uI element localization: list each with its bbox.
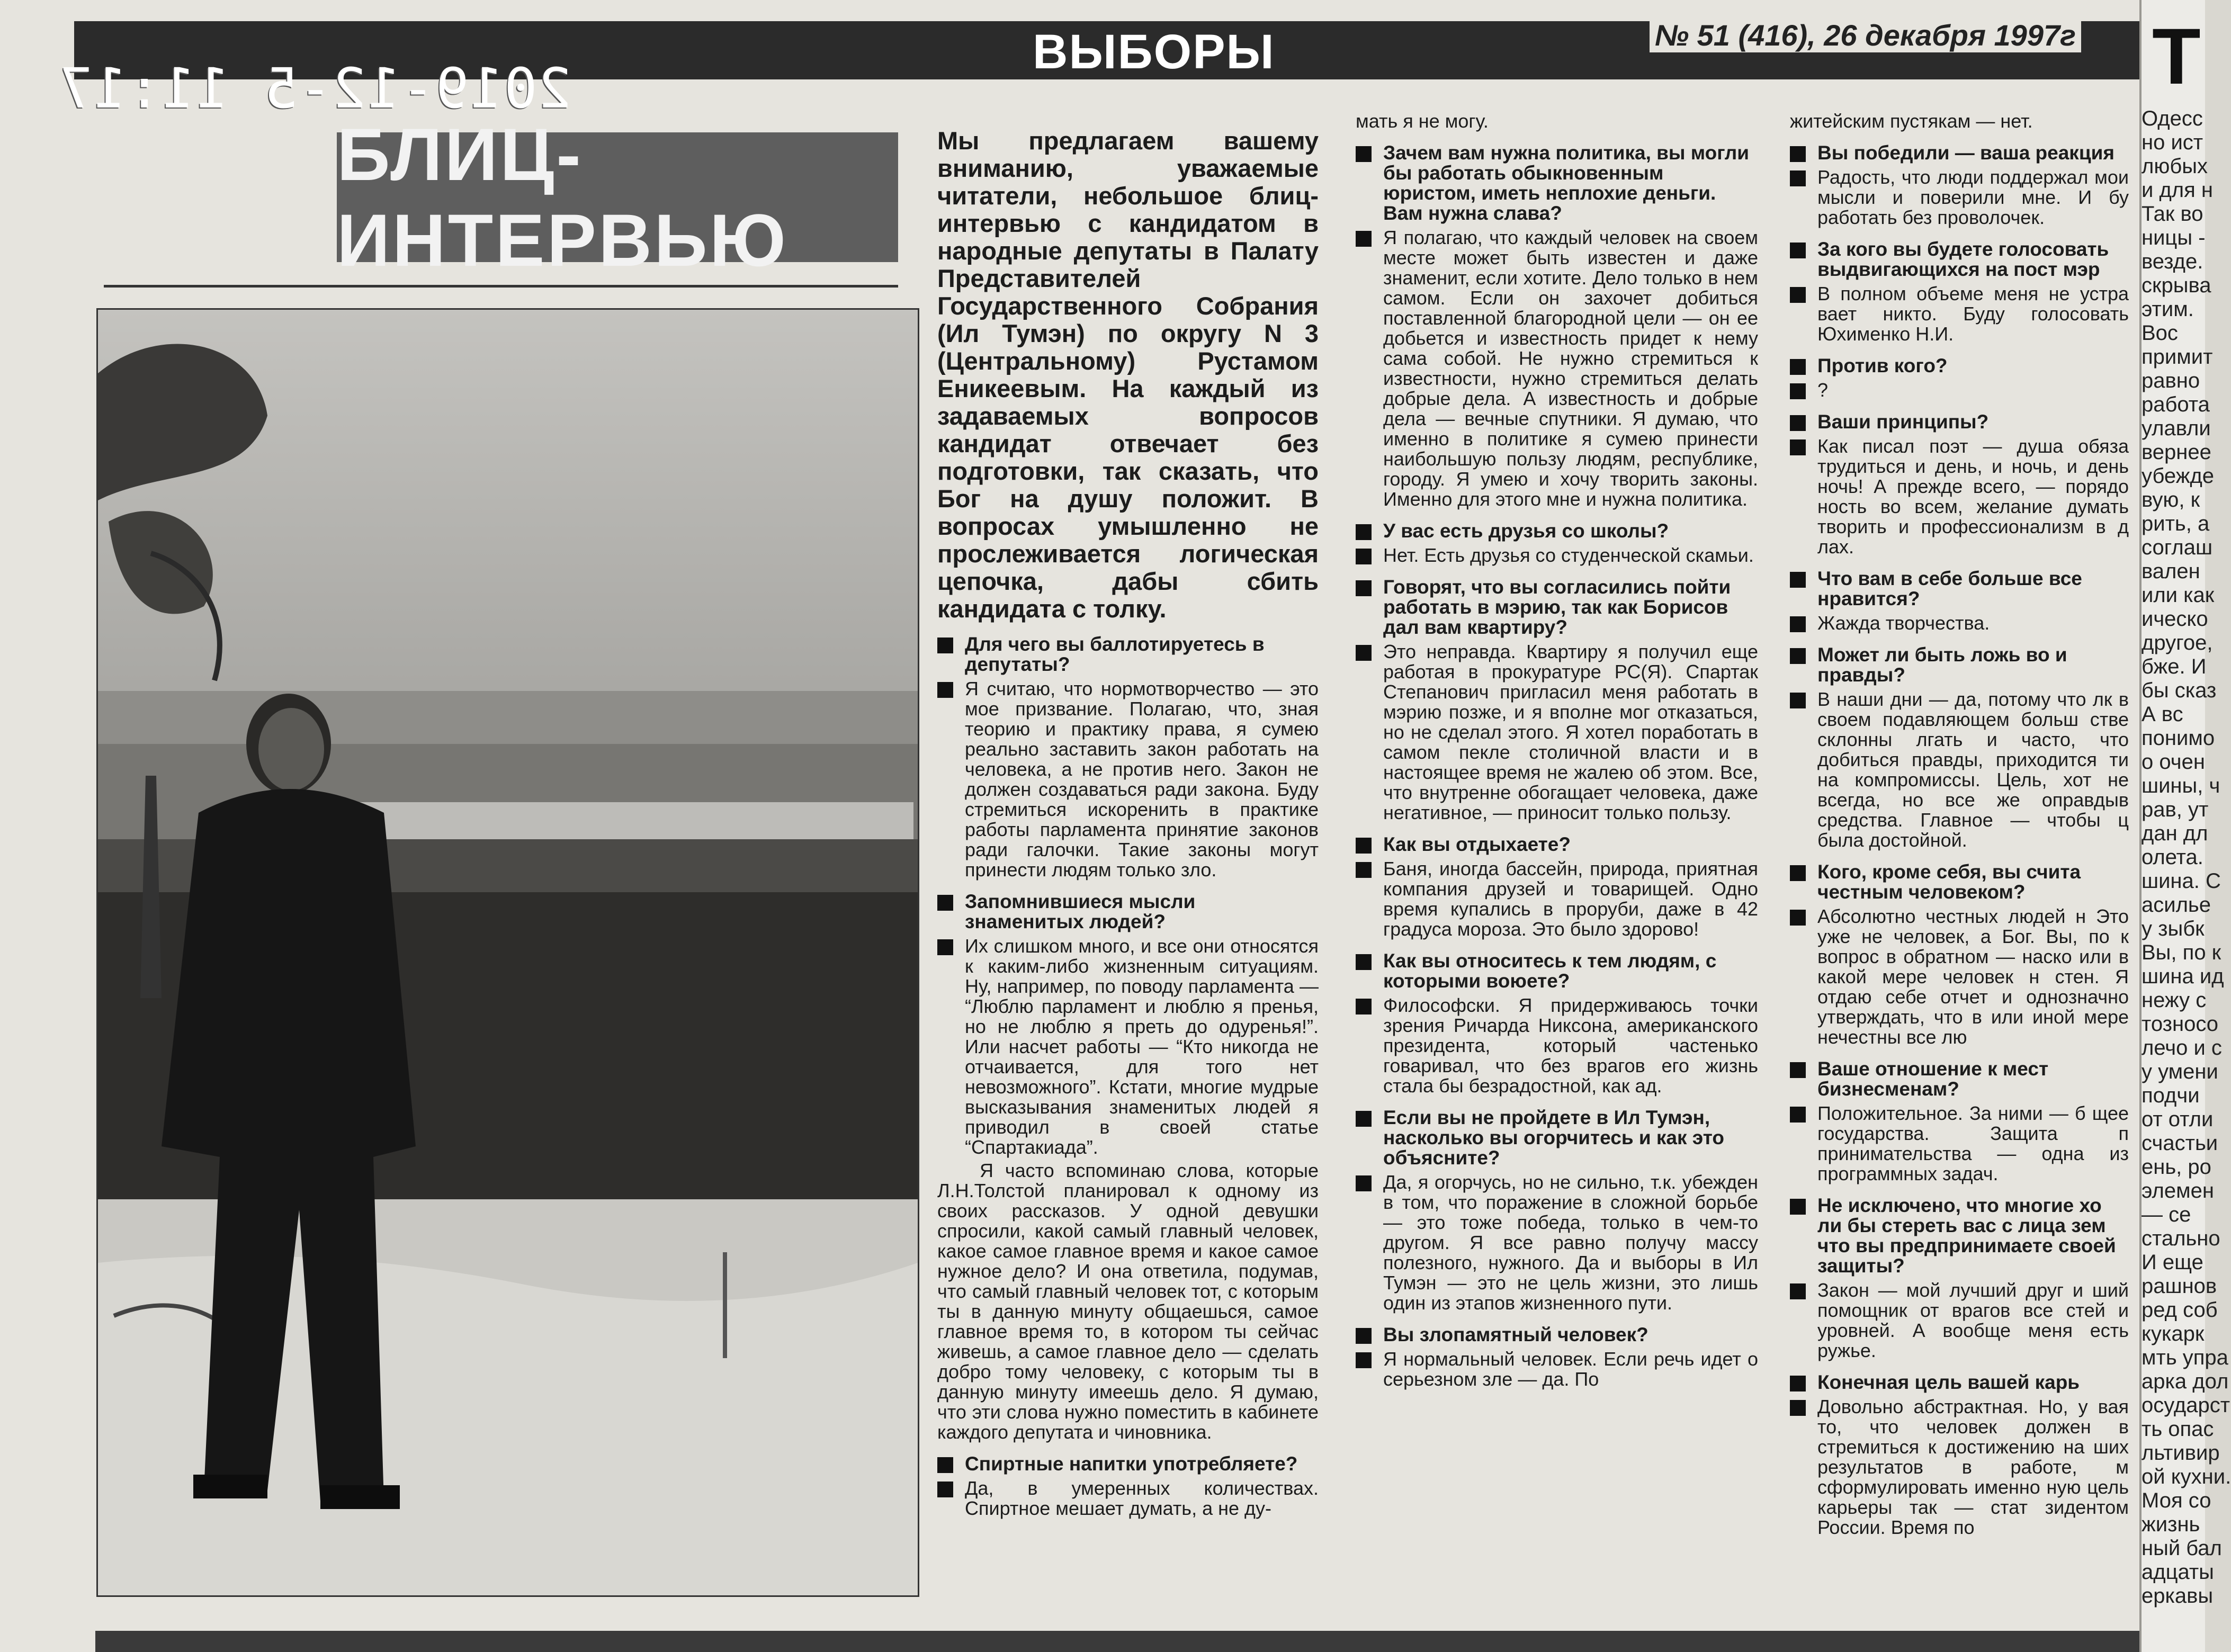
answer: Я считаю, что нормотворчество — это мое призвание. Полагаю, что, зная теорию и практику права, я сумею реально заставить закон работать на человека, а не против него. Закон не должен создаваться ради закона. Буду стремиться искоренить в практике работы парламента принятие законов ради галочки. Такие законы могут принести людям только зло. bbox=[937, 679, 1319, 880]
answer: Это неправда. Квартиру я получил еще работая в прокуратуре РС(Я). Спартак Степанович пригласил меня работать в мэрию позже, и я вполне мог отказаться, но не сделал этого. Я хотел поработать в самом пекле столичной власти и в настоящее время не жалею об этом. Все, что внутренне обогащает человека, даже негативное, — приносит только пользу. bbox=[1356, 642, 1758, 823]
adjacent-text-fragment: подчи bbox=[2142, 1084, 2200, 1107]
adjacent-text-fragment: бже. И bbox=[2142, 655, 2207, 678]
question: Если вы не пройдете в Ил Тумэн, насколько вы огорчитесь и как это объясните? bbox=[1356, 1108, 1758, 1168]
adjacent-text-fragment: о очен bbox=[2142, 750, 2205, 774]
question: Ваши принципы? bbox=[1790, 412, 2129, 432]
adjacent-text-fragment: шина. С bbox=[2142, 869, 2221, 893]
adjacent-text-fragment: вернее bbox=[2142, 441, 2211, 464]
adjacent-text-fragment: или как bbox=[2142, 583, 2215, 607]
adjacent-text-fragment: нежу с bbox=[2142, 989, 2207, 1012]
answer: Философски. Я придерживаюсь точки зрения Ричарда Никсона, американского президента, который частенько говаривал, что без врагов его жизнь стала бы безрадостной, как ад. bbox=[1356, 995, 1758, 1096]
adjacent-text-fragment: ный бал bbox=[2142, 1537, 2222, 1560]
question: Вы победили — ваша реакция bbox=[1790, 143, 2129, 163]
adjacent-text-fragment: равно bbox=[2142, 369, 2200, 392]
adjacent-text-fragment: работа bbox=[2142, 393, 2210, 416]
question: Для чего вы баллотируетесь в депутаты? bbox=[937, 634, 1319, 675]
question: У вас есть друзья со школы? bbox=[1356, 521, 1758, 541]
intro-text: Мы предлагаем вашему вниманию, уважаемые читатели, небольшое блиц-интервью с кандидатом в народные депутаты в Палату Представителей Государственного Собрания (Ил Тумэн) по округу N 3 (Центральному) Рустамом Еникеевым. На каждый из задаваемых вопросов кандидат отвечает без подготовки, так сказать, что Бог на душу положит. В вопросах умышленно не прослеживается логическая цепочка, дабы сбить кандидата с толку. bbox=[937, 127, 1319, 623]
adjacent-text-fragment: тозносо bbox=[2142, 1012, 2219, 1036]
adjacent-text-fragment: но ист bbox=[2142, 131, 2203, 154]
adjacent-text-fragment: ень, ро bbox=[2142, 1155, 2211, 1179]
candidate-photo bbox=[96, 308, 919, 1597]
adjacent-text-fragment: Вос bbox=[2142, 321, 2178, 345]
answer: Положительное. За ними — б щее государства. Защита п принимательства — одна из программных задач. bbox=[1790, 1103, 2129, 1184]
adjacent-text-fragment: бы сказ bbox=[2142, 679, 2217, 702]
adjacent-text-fragment: лечо и с bbox=[2142, 1036, 2222, 1060]
adjacent-text-fragment: осударст bbox=[2142, 1394, 2230, 1417]
adjacent-text-fragment: жизнь bbox=[2142, 1513, 2200, 1536]
adjacent-text-fragment: рашнов bbox=[2142, 1274, 2217, 1298]
question: Говорят, что вы согласились пойти работать в мэрию, так как Борисов дал вам квартиру? bbox=[1356, 577, 1758, 638]
adjacent-text-fragment: вален bbox=[2142, 560, 2200, 583]
adjacent-text-fragment: ницы - bbox=[2142, 226, 2206, 249]
answer: Да, в умеренных количествах. Спиртное мешает думать, а не ду- bbox=[937, 1478, 1319, 1519]
question: Что вам в себе больше все нравится? bbox=[1790, 569, 2129, 609]
adjacent-text-fragment: олета. bbox=[2142, 846, 2203, 869]
bottom-rule bbox=[95, 1631, 2150, 1652]
adjacent-text-fragment: стально bbox=[2142, 1227, 2220, 1250]
adjacent-text-fragment: кукарк bbox=[2142, 1322, 2205, 1345]
adjacent-text-fragment: Одесс bbox=[2142, 107, 2203, 130]
adjacent-text-fragment: шина ид bbox=[2142, 965, 2224, 988]
adjacent-text-fragment: еркавы bbox=[2142, 1584, 2214, 1608]
adjacent-text-fragment: и для н bbox=[2142, 178, 2213, 202]
adjacent-text-fragment: И еще bbox=[2142, 1251, 2203, 1274]
question: Как вы отдыхаете? bbox=[1356, 834, 1758, 855]
adjacent-text-fragment: Вы, по к bbox=[2142, 941, 2221, 964]
adjacent-text-fragment: ред соб bbox=[2142, 1298, 2218, 1322]
interview-column-3 bbox=[1790, 111, 2129, 1631]
adjacent-text-fragment: вую, к bbox=[2142, 488, 2200, 511]
adjacent-text-fragment: другое, bbox=[2142, 631, 2213, 654]
answer: Я полагаю, что каждый человек на своем месте может быть известен и даже знаменит, если хотите. Дело только в нем самом. Если он захочет добиться поставленной благородной цели — он ее добьется и известность придет к нему сама собой. Не нужно стремиться к известности, нужно стремиться делать добрые дела. А известность и добрые дела — вечные спутники. Я думаю, что именно в политике я сумею принести наибольшую пользу людям, республике, городу. Я умею и хочу творить законы. Именно для этого мне и нужна политика. bbox=[1356, 228, 1758, 509]
adjacent-text-fragment: асилье bbox=[2142, 893, 2211, 917]
adjacent-headline-letter: Т bbox=[2152, 12, 2201, 101]
adjacent-page bbox=[2139, 0, 2231, 1652]
answer: Я нормальный человек. Если речь идет о серьезном зле — да. По bbox=[1356, 1349, 1758, 1389]
adjacent-text-fragment: шины, ч bbox=[2142, 774, 2220, 797]
question: Ваше отношение к мест бизнесменам? bbox=[1790, 1059, 2129, 1099]
question: Как вы относитесь к тем людям, с которыми воюете? bbox=[1356, 951, 1758, 991]
interview-column-2 bbox=[1356, 111, 1758, 1393]
question: Спиртные напитки употребляете? bbox=[937, 1454, 1319, 1474]
question: Не исключено, что многие хо ли бы стереть вас с лица зем что вы предпринимаете своей защиты? bbox=[1790, 1196, 2129, 1276]
question: Может ли быть ложь во и правды? bbox=[1790, 645, 2129, 685]
paragraph: Я часто вспоминаю слова, которые Л.Н.Толстой планировал к одному из своих рассказов. У одной девушки спросили, какой самый главный человек, какое самое главное время и какое самое нужное дело? И она ответила, подумав, что самый главный человек тот, с которым ты в данную минуту общаешься, самое главное время то, в котором ты сейчас живешь, а самое главное дело — сделать добро тому человеку, с которым ты в данную минуту имеешь дело. Я думаю, что эти слова нужно поместить в кабинете каждого депутата и чиновника. bbox=[937, 1160, 1319, 1443]
adjacent-text-fragment: соглаш bbox=[2142, 536, 2213, 559]
question: Запомнившиеся мысли знаменитых людей? bbox=[937, 892, 1319, 932]
adjacent-text-fragment: рить, а bbox=[2142, 512, 2210, 535]
adjacent-text-fragment: везде. bbox=[2142, 250, 2203, 273]
adjacent-text-fragment: скрыва bbox=[2142, 274, 2211, 297]
adjacent-text-fragment: от отли bbox=[2142, 1108, 2214, 1131]
question: Вы злопамятный человек? bbox=[1356, 1325, 1758, 1345]
adjacent-text-fragment: адцаты bbox=[2142, 1560, 2214, 1584]
answer: Как писал поэт — душа обяза трудиться и день, и ночь, и день ночь! А прежде всего, — порядо ность во всем, желание думать творить и профессионализм в д лах. bbox=[1790, 436, 2129, 557]
adjacent-text-fragment: элемен bbox=[2142, 1179, 2214, 1202]
adjacent-text-fragment: А вс bbox=[2142, 703, 2183, 726]
adjacent-text-fragment: примит bbox=[2142, 345, 2213, 369]
answer: В наши дни — да, потому что лк в своем подавляющем больш стве склонны лгать и часто, что добиться правды, приходится ти на компромиссы. Цель, хот не всегда, но все же оправдыв средства. Главное — чтобы ц была достойной. bbox=[1790, 689, 2129, 850]
adjacent-text-fragment: рав, ут bbox=[2142, 798, 2209, 821]
section-title: ВЫБОРЫ bbox=[1033, 25, 1275, 79]
intro-column bbox=[937, 127, 1319, 1522]
answer: Абсолютно честных людей н Это уже не человек, а Бог. Вы, по к вопрос в обратном — наско или в какой мере человек н стен. Я отдаю себе отчет и однозначно утверждать, что в или иной мере нечестны все лю bbox=[1790, 906, 2129, 1047]
answer: Их слишком много, и все они относятся к каким-либо жизненным ситуациям. Ну, например, по поводу парламента — “Люблю парламент и люблю я пренья, но не люблю я преть до одуренья!”. Или насчет работы — “Кто никогда не отчаивается, для того нет невозможного”. Кстати, многие мудрые высказывания знаменитых людей я приводил в своей статье “Спартакиада”. bbox=[937, 936, 1319, 1157]
divider bbox=[104, 285, 898, 288]
adjacent-text-fragment: дан дл bbox=[2142, 822, 2208, 845]
adjacent-text-fragment: счастьи bbox=[2142, 1132, 2218, 1155]
answer: Баня, иногда бассейн, природа, приятная компания друзей и товарищей. Одно время купались в проруби, даже в 42 градуса мороза. Это было здорово! bbox=[1356, 859, 1758, 939]
answer: Радость, что люди поддержал мои мысли и поверили мне. И бу работать без проволочек. bbox=[1790, 167, 2129, 228]
adjacent-text-fragment: понимо bbox=[2142, 726, 2215, 750]
issue-info: № 51 (416), 26 декабря 1997г bbox=[1650, 18, 2081, 52]
adjacent-text-fragment: убежде bbox=[2142, 464, 2215, 488]
adjacent-text-fragment: этим. bbox=[2142, 298, 2194, 321]
answer: Да, я огорчусь, но не сильно, т.к. убежден в том, что поражение в сложной борьбе — это тоже победа, только в чем-то другом. Я все равно получу массу полезного, нужного. Да и выборы в Ил Тумэн — это не цель жизни, это лишь один из этапов жизненного пути. bbox=[1356, 1172, 1758, 1313]
adjacent-text-fragment: ой кухни. bbox=[2142, 1465, 2231, 1488]
adjacent-text-fragment: — се bbox=[2142, 1203, 2191, 1226]
question: Конечная цель вашей карь bbox=[1790, 1372, 2129, 1393]
adjacent-text-fragment: льтивир bbox=[2142, 1441, 2220, 1465]
adjacent-text-fragment: у умени bbox=[2142, 1060, 2218, 1083]
answer: Закон — мой лучший друг и ший помощник от врагов все стей и уровней. А вообще меня есть ружье. bbox=[1790, 1280, 2129, 1361]
adjacent-text-fragment: Так во bbox=[2142, 202, 2203, 226]
answer: Довольно абстрактная. Но, у вая то, что человек должен в стремиться к достижению на ших результатов в работе, м сформулировать именно ную цель карьеры так — стат зидентом России. Время по bbox=[1790, 1397, 2129, 1538]
photo-timestamp: 2019-12-5 11:17 bbox=[58, 56, 572, 121]
question: За кого вы будете голосовать выдвигающихся на пост мэр bbox=[1790, 239, 2129, 280]
paragraph: житейским пустякам — нет. bbox=[1790, 110, 2033, 132]
paragraph: мать я не могу. bbox=[1356, 110, 1489, 132]
question: Против кого? bbox=[1790, 356, 2129, 376]
adjacent-text-fragment: мть упра bbox=[2142, 1346, 2228, 1369]
rubric-title: БЛИЦ-ИНТЕРВЬЮ bbox=[337, 132, 898, 262]
adjacent-text-fragment: у зыбк bbox=[2142, 917, 2205, 940]
answer: ? bbox=[1790, 380, 2129, 400]
question: Зачем вам нужна политика, вы могли бы работать обыкновенным юристом, иметь неплохие деньги. Вам нужна слава? bbox=[1356, 143, 1758, 223]
question: Кого, кроме себя, вы счита честным человеком? bbox=[1790, 862, 2129, 902]
adjacent-text-fragment: Моя со bbox=[2142, 1489, 2211, 1512]
answer: Жажда творчества. bbox=[1790, 613, 2129, 633]
adjacent-text-fragment: любых bbox=[2142, 155, 2208, 178]
adjacent-text-fragment: ть опас bbox=[2142, 1417, 2214, 1441]
answer: В полном объеме меня не устра вает никто. Буду голосовать Юхименко Н.И. bbox=[1790, 284, 2129, 344]
adjacent-text-fragment: улавли bbox=[2142, 417, 2211, 440]
answer: Нет. Есть друзья со студенческой скамьи. bbox=[1356, 545, 1758, 565]
adjacent-text-fragment: ическо bbox=[2142, 607, 2208, 631]
adjacent-text-fragment: арка дол bbox=[2142, 1370, 2229, 1393]
